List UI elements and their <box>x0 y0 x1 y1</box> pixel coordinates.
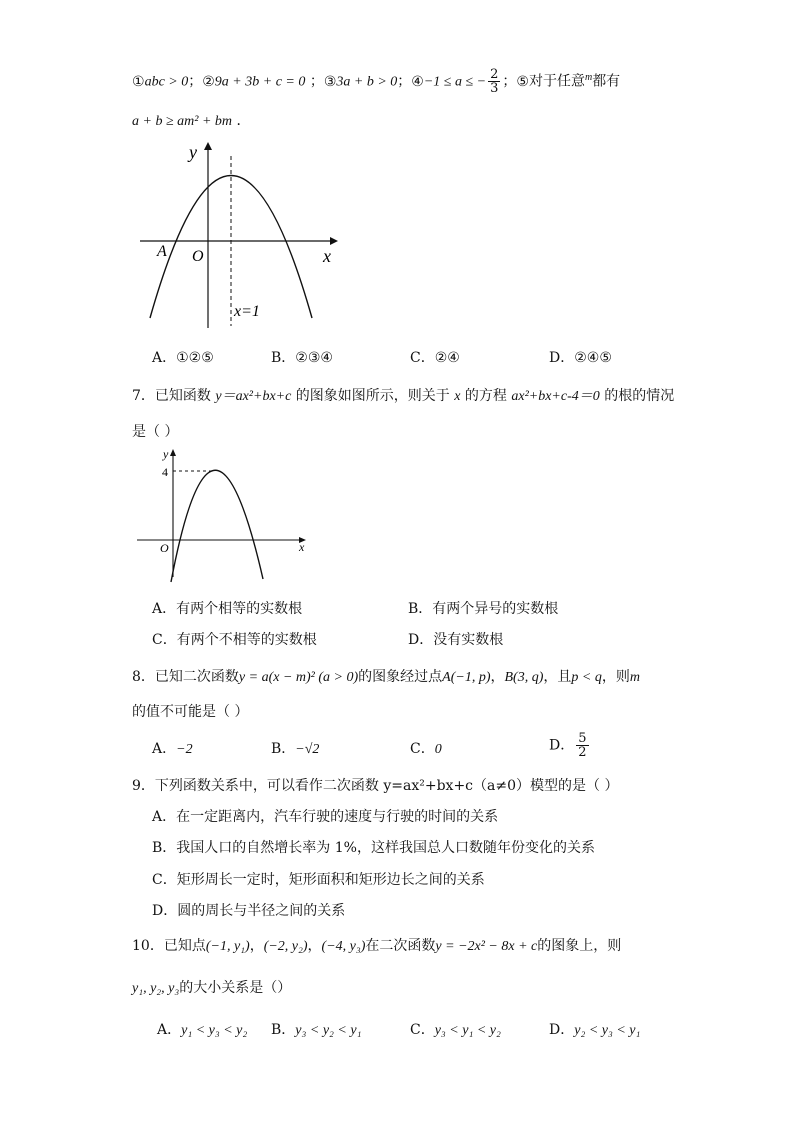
q6-option-b[interactable] <box>271 347 333 367</box>
q6-x-axis-arrow <box>330 237 338 245</box>
q8-option-b[interactable] <box>271 738 319 758</box>
q9-option-b-text: 我国人口的自然增长率为 1%，这样我国总人口数随年份变化的关系 <box>176 840 595 856</box>
q10-option-d-letter: D． <box>549 1022 575 1038</box>
q7-x-label: x <box>299 540 305 554</box>
q10-number: 10． <box>132 938 164 954</box>
q10-stem-b: 在二次函数 <box>365 938 436 954</box>
q10-option-c-text: y₃ < y₁ < y₂ <box>434 1023 501 1038</box>
q10-option-c-letter: C． <box>410 1022 435 1038</box>
q10-option-a-text: y₁ < y₃ < y₂ <box>181 1023 248 1038</box>
q6-sep4: ； <box>502 73 517 90</box>
q8-option-c[interactable] <box>410 738 442 758</box>
q7-var: x <box>454 389 461 404</box>
q10-stem-line2 <box>132 977 291 997</box>
q7-stem-d: 的根的情况 <box>604 388 675 404</box>
q6-y-label: y <box>189 142 197 162</box>
q10-vars: y₁, y₂, y₃ <box>132 981 180 996</box>
q6-cond4-number: ④ <box>411 73 424 90</box>
q7-parabola <box>171 470 263 582</box>
q6-conditions-line2 <box>132 110 250 130</box>
q8-var: m <box>629 670 640 685</box>
q10-option-b-text: y₃ < y₂ < y₁ <box>295 1023 362 1038</box>
q10-point-1: (−1, y₁) <box>205 939 250 954</box>
q6-sep3: ； <box>397 73 412 90</box>
q10-option-b[interactable] <box>271 1019 361 1039</box>
q10-option-d-text: y₂ < y₃ < y₁ <box>574 1023 641 1038</box>
q7-option-c[interactable] <box>152 629 317 649</box>
q9-option-c-text: 矩形周长一定时，矩形面积和矩形边长之间的关系 <box>176 872 485 888</box>
q7-parabola-graph <box>135 447 315 587</box>
q8-condition: p < q <box>571 670 602 685</box>
q6-cond3: 3a + b > 0 <box>336 74 398 90</box>
q8-stem-b: 的图象经过点 <box>358 669 443 685</box>
q6-cond4-fraction <box>488 68 500 95</box>
q7-y-label: y <box>163 447 169 461</box>
q9-option-b-letter: B． <box>152 840 177 856</box>
q8-option-b-letter: B． <box>271 741 296 757</box>
q10-sep2: ， <box>307 938 322 954</box>
q9-stem <box>132 775 618 795</box>
q8-stem-c: ，且 <box>543 669 572 685</box>
q6-parabola-graph <box>135 138 345 338</box>
q6-x-label: x <box>323 246 331 266</box>
q7-origin-label: O <box>160 541 169 555</box>
q10-function: y = −2x² − 8x + c <box>435 939 538 954</box>
q8-option-c-letter: C． <box>410 741 435 757</box>
q8-option-d-fraction <box>576 732 588 759</box>
q6-y-axis-arrow <box>204 142 212 150</box>
q6-option-a[interactable] <box>152 347 214 367</box>
q7-option-a-text: 有两个相等的实数根 <box>176 601 303 617</box>
q10-option-a[interactable] <box>157 1019 247 1039</box>
q10-option-a-letter: A． <box>157 1022 182 1038</box>
q7-option-d-letter: D． <box>408 632 434 648</box>
q6-sep1: ； <box>188 73 203 90</box>
q7-stem-line2: 是（ ） <box>132 424 179 440</box>
q7-stem-line1 <box>132 385 674 405</box>
q7-option-a[interactable] <box>152 598 302 618</box>
q6-point-a-label: A <box>157 243 167 260</box>
q7-equation: ax²+bx+c-4＝0 <box>511 389 600 404</box>
q7-number: 7． <box>132 388 155 404</box>
q6-conditions-line1 <box>132 68 620 95</box>
q6-sep2: ； <box>309 73 324 90</box>
q6-cond1-number: ① <box>132 73 145 90</box>
q6-option-b-text: ②③④ <box>295 350 333 366</box>
q6-option-a-letter: A． <box>152 350 177 366</box>
q9-number: 9． <box>132 778 155 794</box>
q8-point-b: B(3, q) <box>504 670 544 685</box>
q6-axis-label: x=1 <box>234 303 260 320</box>
q7-option-d[interactable] <box>408 629 503 649</box>
q8-option-a-text: −2 <box>176 742 193 757</box>
q9-option-d[interactable] <box>152 900 345 920</box>
q6-cond5-end: ． <box>236 113 251 129</box>
q6-option-c-text: ②④ <box>434 350 460 366</box>
q9-option-a-text: 在一定距离内，汽车行驶的速度与行驶的时间的关系 <box>176 809 499 825</box>
q7-max-label: 4 <box>162 465 168 479</box>
q6-cond5-inequality: a + b ≥ am² + bm <box>132 114 232 129</box>
q6-cond5-number: ⑤ <box>516 73 529 90</box>
q6-cond2-number: ② <box>202 73 215 90</box>
q8-option-b-text: −√2 <box>295 742 320 757</box>
q8-point-a: A(−1, p) <box>442 670 491 685</box>
q7-option-a-letter: A． <box>152 601 177 617</box>
q10-line2-text: 的大小关系是（） <box>179 980 292 996</box>
q6-cond1: abc > 0 <box>144 74 189 90</box>
q9-option-a-letter: A． <box>152 809 177 825</box>
q6-cond4-frac-num: 2 <box>490 67 499 82</box>
q10-stem-a: 已知点 <box>163 938 206 954</box>
q8-option-a-letter: A． <box>152 741 177 757</box>
q9-option-c-letter: C． <box>152 872 177 888</box>
q7-stem-c: 的方程 <box>464 388 507 404</box>
q7-option-c-letter: C． <box>152 632 177 648</box>
q9-option-d-letter: D． <box>152 903 178 919</box>
q8-option-d-letter: D． <box>549 737 575 754</box>
q10-point-3: (−4, y₃) <box>321 939 366 954</box>
q6-option-c-letter: C． <box>410 350 435 366</box>
q7-option-c-text: 有两个不相等的实数根 <box>176 632 317 648</box>
q7-option-b-letter: B． <box>408 601 433 617</box>
q6-cond5-text2: 都有 <box>592 73 621 90</box>
q10-option-b-letter: B． <box>271 1022 296 1038</box>
q9-option-d-text: 圆的周长与半径之间的关系 <box>177 903 346 919</box>
q9-option-c[interactable] <box>152 869 485 889</box>
q10-point-2: (−2, y₂) <box>263 939 308 954</box>
q6-option-d-text: ②④⑤ <box>574 350 612 366</box>
q8-option-d-den: 2 <box>578 745 587 760</box>
q9-option-a[interactable] <box>152 806 498 826</box>
q7-stem-b: 的图象如图所示，则关于 <box>295 388 450 404</box>
q8-option-d[interactable] <box>549 732 591 759</box>
q9-option-b[interactable] <box>152 837 595 857</box>
q7-stem-a: 已知函数 <box>154 388 211 404</box>
q8-stem-d: ，则 <box>601 669 630 685</box>
q6-cond3-number: ③ <box>323 73 337 90</box>
q8-option-c-text: 0 <box>434 742 442 757</box>
q7-function: y＝ax²+bx+c <box>215 389 292 404</box>
q6-option-c[interactable] <box>410 347 460 367</box>
q6-cond2: 9a + 3b + c = 0 <box>214 74 306 90</box>
q9-stem-text: 下列函数关系中，可以看作二次函数 y=ax²+bx+c（a≠0）模型的是（ ） <box>154 778 619 794</box>
q6-origin-label: O <box>192 248 204 265</box>
q7-option-d-text: 没有实数根 <box>433 632 504 648</box>
q10-stem-line1 <box>132 935 621 955</box>
q8-option-a[interactable] <box>152 738 193 758</box>
q6-cond4-frac-den: 3 <box>490 81 499 96</box>
q6-cond4-pre: −1 ≤ a ≤ − <box>423 74 487 90</box>
q8-function: y = a(x − m)² (a > 0) <box>238 670 359 685</box>
q8-option-d-num: 5 <box>578 731 587 746</box>
q10-option-c[interactable] <box>410 1019 501 1039</box>
q6-cond5-var: m <box>584 71 593 83</box>
q7-option-b-text: 有两个异号的实数根 <box>432 601 559 617</box>
q6-option-d[interactable] <box>549 347 612 367</box>
q7-y-axis-arrow <box>170 449 176 456</box>
q6-option-b-letter: B． <box>271 350 296 366</box>
q6-option-a-text: ①②⑤ <box>176 350 214 366</box>
q6-option-d-letter: D． <box>549 350 575 366</box>
q8-stem-line1 <box>132 666 640 686</box>
q8-number: 8． <box>132 669 155 685</box>
q8-comma: ， <box>490 669 505 685</box>
q6-cond5-text: 对于任意 <box>528 73 585 90</box>
q8-stem-line2: 的值不可能是（ ） <box>132 704 249 720</box>
q10-sep1: ， <box>249 938 264 954</box>
q8-stem-a: 已知二次函数 <box>154 669 239 685</box>
q10-stem-c: 的图象上，则 <box>537 938 622 954</box>
q10-option-d[interactable] <box>549 1019 640 1039</box>
q7-option-b[interactable] <box>408 598 558 618</box>
